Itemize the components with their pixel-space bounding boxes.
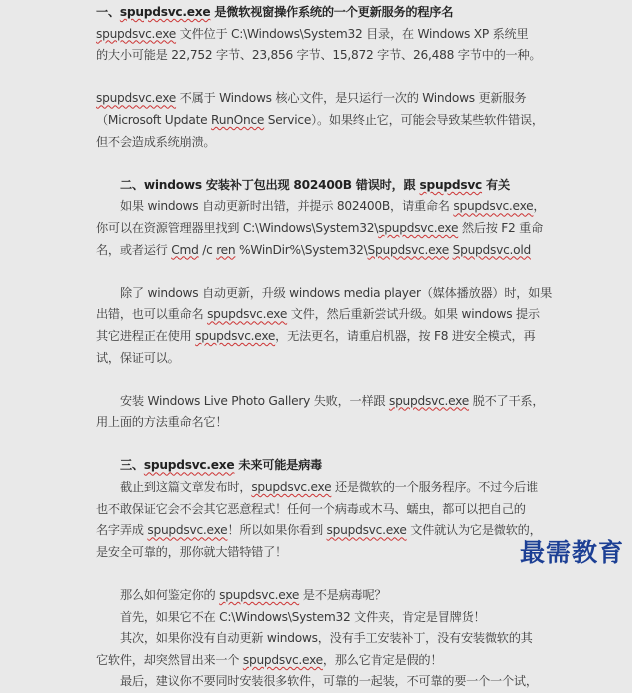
paragraph-gap bbox=[96, 434, 556, 456]
text-line: 的大小可能是 22,752 字节、23,856 字节、15,872 字节、26,488 字节中的一种。 bbox=[96, 48, 542, 63]
paragraph-gap bbox=[96, 369, 556, 391]
text-line: 最后，建议你不要同时安装很多软件，可靠的一起装，不可靠的要一个一个试， bbox=[120, 674, 538, 689]
text-line: 名，或者运行 Cmd /c ren %WinDir%\System32\Spupdsvc.exe Spupdsvc.old bbox=[96, 242, 531, 257]
text-line: 是安全可靠的，那你就大错特错了！ bbox=[96, 544, 287, 559]
watermark-logo: 最需教育 bbox=[519, 538, 624, 567]
text-line: 你可以在资源管理器里找到 C:\Windows\System32\spupdsvc.exe 然后按 F2 重命 bbox=[96, 220, 544, 235]
text-line: 其次，如果你没有自动更新 windows，没有手工安装补丁，没有安装微软的其 bbox=[120, 631, 533, 646]
text-line: 截止到这篇文章发布时，spupdsvc.exe 还是微软的一个服务程序。不过今后谁 bbox=[120, 480, 538, 495]
text-line: 试，保证可以。 bbox=[96, 350, 180, 365]
paragraph-gap bbox=[96, 563, 556, 585]
text-line: 那么如何鉴定你的 spupdsvc.exe 是不是病毒呢？ bbox=[120, 588, 387, 603]
text-line: 也不敢保证它会不会其它恶意程式！任何一个病毒或木马、蠕虫，都可以把自己的 bbox=[96, 501, 526, 516]
text-line: 出错，也可以重命名 spupdsvc.exe 文件，然后重新尝试升级。如果 windows 提示 bbox=[96, 307, 540, 322]
text-line: 首先，如果它不在 C:\Windows\System32 文件夹，肯定是冒牌货！ bbox=[120, 609, 486, 624]
text-line: spupdsvc.exe 文件位于 C:\Windows\System32 目录，在 Windows XP 系统里 bbox=[96, 26, 529, 41]
paragraph-gap bbox=[96, 67, 556, 89]
section-heading: 二、windows 安装补丁包出现 802400B 错误时，跟 spupdsvc 有关 bbox=[120, 177, 510, 192]
text-line: 安装 Windows Live Photo Gallery 失败，一样跟 spupdsvc.exe 脱不了干系， bbox=[120, 393, 545, 408]
text-line: 其它进程正在使用 spupdsvc.exe，无法更名，请重启机器，按 F8 进安全模式，再 bbox=[96, 328, 536, 343]
text-line: 但不会造成系统崩溃。 bbox=[96, 134, 216, 149]
text-line: spupdsvc.exe 不属于 Windows 核心文件，是只运行一次的 Windows 更新服务 bbox=[96, 91, 527, 106]
text-line: 它软件，却突然冒出来一个 spupdsvc.exe，那么它肯定是假的！ bbox=[96, 652, 443, 667]
section-heading: 一、spupdsvc.exe 是微软视窗操作系统的一个更新服务的程序名 bbox=[96, 5, 454, 19]
text-line: 用上面的方法重命名它！ bbox=[96, 415, 228, 430]
paragraph-gap bbox=[96, 261, 556, 283]
text-line: 如果 windows 自动更新时出错，并提示 802400B，请重命名 spupdsvc.exe， bbox=[120, 199, 546, 214]
section-heading: 三、spupdsvc.exe 未来可能是病毒 bbox=[120, 458, 322, 473]
paragraph-gap bbox=[96, 153, 556, 175]
text-line: 除了 windows 自动更新，升级 windows media player（媒体播放器）时，如果 bbox=[120, 285, 553, 300]
text-line: 名字弄成 spupdsvc.exe！所以如果你看到 spupdsvc.exe 文件就认为它是微软的， bbox=[96, 523, 542, 538]
text-line: （Microsoft Update RunOnce Service）。如果终止它，可能会导致某些软件错误， bbox=[96, 112, 544, 127]
